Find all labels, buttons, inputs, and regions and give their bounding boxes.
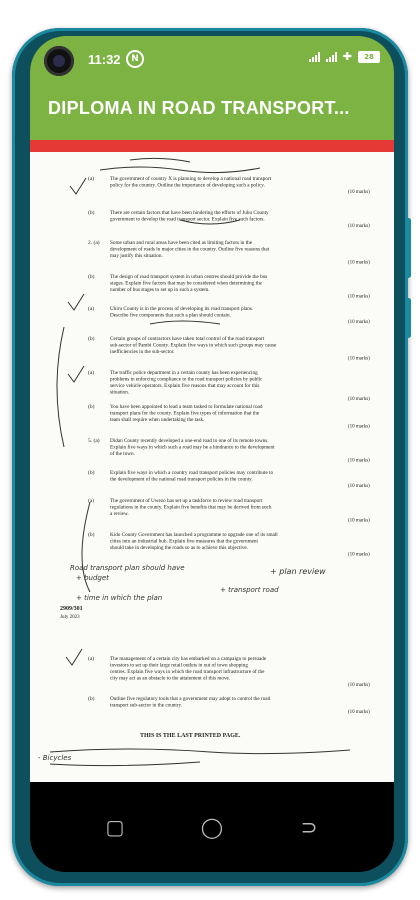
document-page[interactable] <box>30 152 394 782</box>
question-label: (a) <box>88 176 95 182</box>
footer-date: July 2023 <box>60 615 80 620</box>
question-text: You have been appointed to lead a team tasked to formulate national road <box>110 404 263 410</box>
status-icons <box>309 50 380 63</box>
question-text: stages. Explain five factors that may be considered when determining the <box>110 280 262 287</box>
footer-code: 2909/301 <box>60 606 83 612</box>
question-marks: (10 marks) <box>348 458 370 464</box>
question-marks: (10 marks) <box>348 260 370 266</box>
home-button[interactable]: ◯ <box>200 815 224 839</box>
question-label: (b) <box>88 404 95 410</box>
handwritten-note: Road transport plan should have <box>70 564 185 572</box>
volume-button <box>406 218 411 278</box>
screen <box>30 36 394 872</box>
question-text: government to develop the road transport sector. Explain five such factors. <box>110 216 265 223</box>
front-camera <box>44 46 74 76</box>
scanned-document <box>30 152 394 782</box>
question-label: (b) <box>88 210 95 216</box>
question-label: (a) <box>88 370 95 376</box>
question-label: (b) <box>88 274 95 280</box>
question-text: The traffic police department in a certain county has been experiencing <box>110 370 258 376</box>
question-text: policy for the country. Outline the importance of developing such a policy. <box>110 182 265 189</box>
wifi-icon: ✚ <box>342 50 352 63</box>
question-text: situation. <box>110 389 130 396</box>
question-text: a review. <box>110 511 129 517</box>
question-text: centres. Explain five ways in which the road transport infrastructure of the <box>110 669 265 675</box>
question-text: regulations in the county. Explain five benefits that may be derived from such <box>110 504 272 511</box>
last-page-notice: THIS IS THE LAST PRINTED PAGE. <box>140 733 241 739</box>
question-text: development of roads in major cities in the country. Outline five reasons that <box>110 246 270 253</box>
question-text: Uhiru County is in the process of developing its road transport plans. <box>110 306 254 312</box>
question-text: Certain groups of contractors have taken total control of the road transport <box>110 336 265 342</box>
handwritten-note: + plan review <box>270 567 326 576</box>
question-text: the development of the national road transport policies in the county. <box>110 476 253 483</box>
question-text: The government of country X is planning to develop a national road transport <box>110 176 272 182</box>
question-text: number of bus stages to set up in such a system. <box>110 287 210 293</box>
question-text: There are certain factors that have been hindering the efforts of Juhu County <box>110 210 269 216</box>
question-text: Some urban and rural areas have been cited as limiting factors in the <box>110 240 253 246</box>
power-button <box>406 298 411 338</box>
accent-bar <box>30 140 394 152</box>
question-text: city may act as an obstacle to the attainment of this move. <box>110 675 231 682</box>
tick-mark-icon <box>66 649 82 665</box>
question-text: team shall require when undertaking the task. <box>110 417 205 423</box>
question-text: Explain five ways in which a country road transport policies may contribute to <box>110 470 274 476</box>
question-label: 2. (a) <box>88 240 100 246</box>
question-text: The design of road transport system in urban centres should provide the bus <box>110 274 268 280</box>
question-marks: (10 marks) <box>348 552 370 558</box>
handwritten-note: + transport road <box>220 586 279 594</box>
question-label: (a) <box>88 498 95 504</box>
app-bar <box>30 80 394 140</box>
handwritten-note: + budget <box>76 574 109 582</box>
question-text: The government of Uwezo has set up a taskforce to review road transport <box>110 498 263 504</box>
battery-icon: 28 <box>358 51 380 63</box>
question-label: (b) <box>88 470 95 476</box>
question-text: The management of a certain city has embarked on a campaign to persuade <box>110 656 267 662</box>
question-text: may justify this situation. <box>110 253 163 259</box>
question-text: investors to set up their large retail outlets in out of town shopping <box>110 662 248 669</box>
question-text: cities into an industrial hub. Explain five measures that the government <box>110 538 258 545</box>
question-text: transport plans for the county. Explain five types of information that the <box>110 410 260 417</box>
handwritten-note: - Bicycles <box>38 754 72 762</box>
question-text: problems in enforcing compliance to the road transport policies by public <box>110 376 263 383</box>
question-label: 5. (a) <box>88 438 100 444</box>
question-text: inefficiencies in the sub-sector. <box>110 349 175 355</box>
question-marks: (10 marks) <box>348 224 370 229</box>
signal-icon <box>309 52 320 62</box>
question-text: transport sub-sector in the country. <box>110 702 183 709</box>
question-marks: (10 marks) <box>348 518 370 524</box>
question-marks: (10 marks) <box>348 484 370 489</box>
back-button[interactable]: ⊃ <box>300 815 318 839</box>
question-label: (a) <box>88 656 95 662</box>
bracket-mark <box>57 327 64 447</box>
question-text: Explain five ways in which such a road may be a hindrance to the development <box>110 444 275 451</box>
question-text: service vehicle operators. Explain five reasons that may account for this <box>110 383 260 389</box>
question-marks: (10 marks) <box>348 356 370 362</box>
question-marks: (10 marks) <box>348 710 370 715</box>
question-marks: (10 marks) <box>348 320 370 325</box>
notification-icon: N <box>126 50 144 68</box>
question-label: (b) <box>88 696 95 702</box>
recents-button[interactable]: ▢ <box>105 815 125 839</box>
status-time: 11:32 <box>88 52 121 67</box>
document-title: DIPLOMA IN ROAD TRANSPORT... <box>48 98 350 118</box>
question-marks: (10 marks) <box>348 190 370 195</box>
question-text: of the town. <box>110 451 135 457</box>
signal-2-icon <box>326 52 337 62</box>
question-text: sub-sector of Pambi County. Explain five ways in which such groups may cause <box>110 342 277 349</box>
question-text: Describe five components that such a plan should contain. <box>110 312 231 319</box>
question-text: Kido County Government has launched a programme to upgrade one of its small <box>110 532 278 538</box>
question-marks: (10 marks) <box>348 424 370 430</box>
handwritten-note: + time in which the plan <box>76 594 163 602</box>
question-marks: (10 marks) <box>348 683 370 688</box>
question-marks: (10 marks) <box>348 294 370 300</box>
tick-mark-icon <box>68 294 84 310</box>
question-text: Didan County recently developed a one-end road to one of its remote towns. <box>110 438 269 444</box>
tick-mark-icon <box>68 366 84 382</box>
question-label: (b) <box>88 532 95 538</box>
question-marks: (10 marks) <box>348 397 370 402</box>
question-label: (a) <box>88 306 95 312</box>
question-label: (b) <box>88 336 95 342</box>
tick-mark-icon <box>70 178 86 194</box>
question-text: Outline five regulatory tools that a government may adopt to control the road <box>110 696 271 702</box>
question-text: should take in developing the roads so as to achieve this objective. <box>110 545 249 551</box>
status-bar <box>30 36 394 80</box>
system-nav-bar <box>30 782 394 872</box>
